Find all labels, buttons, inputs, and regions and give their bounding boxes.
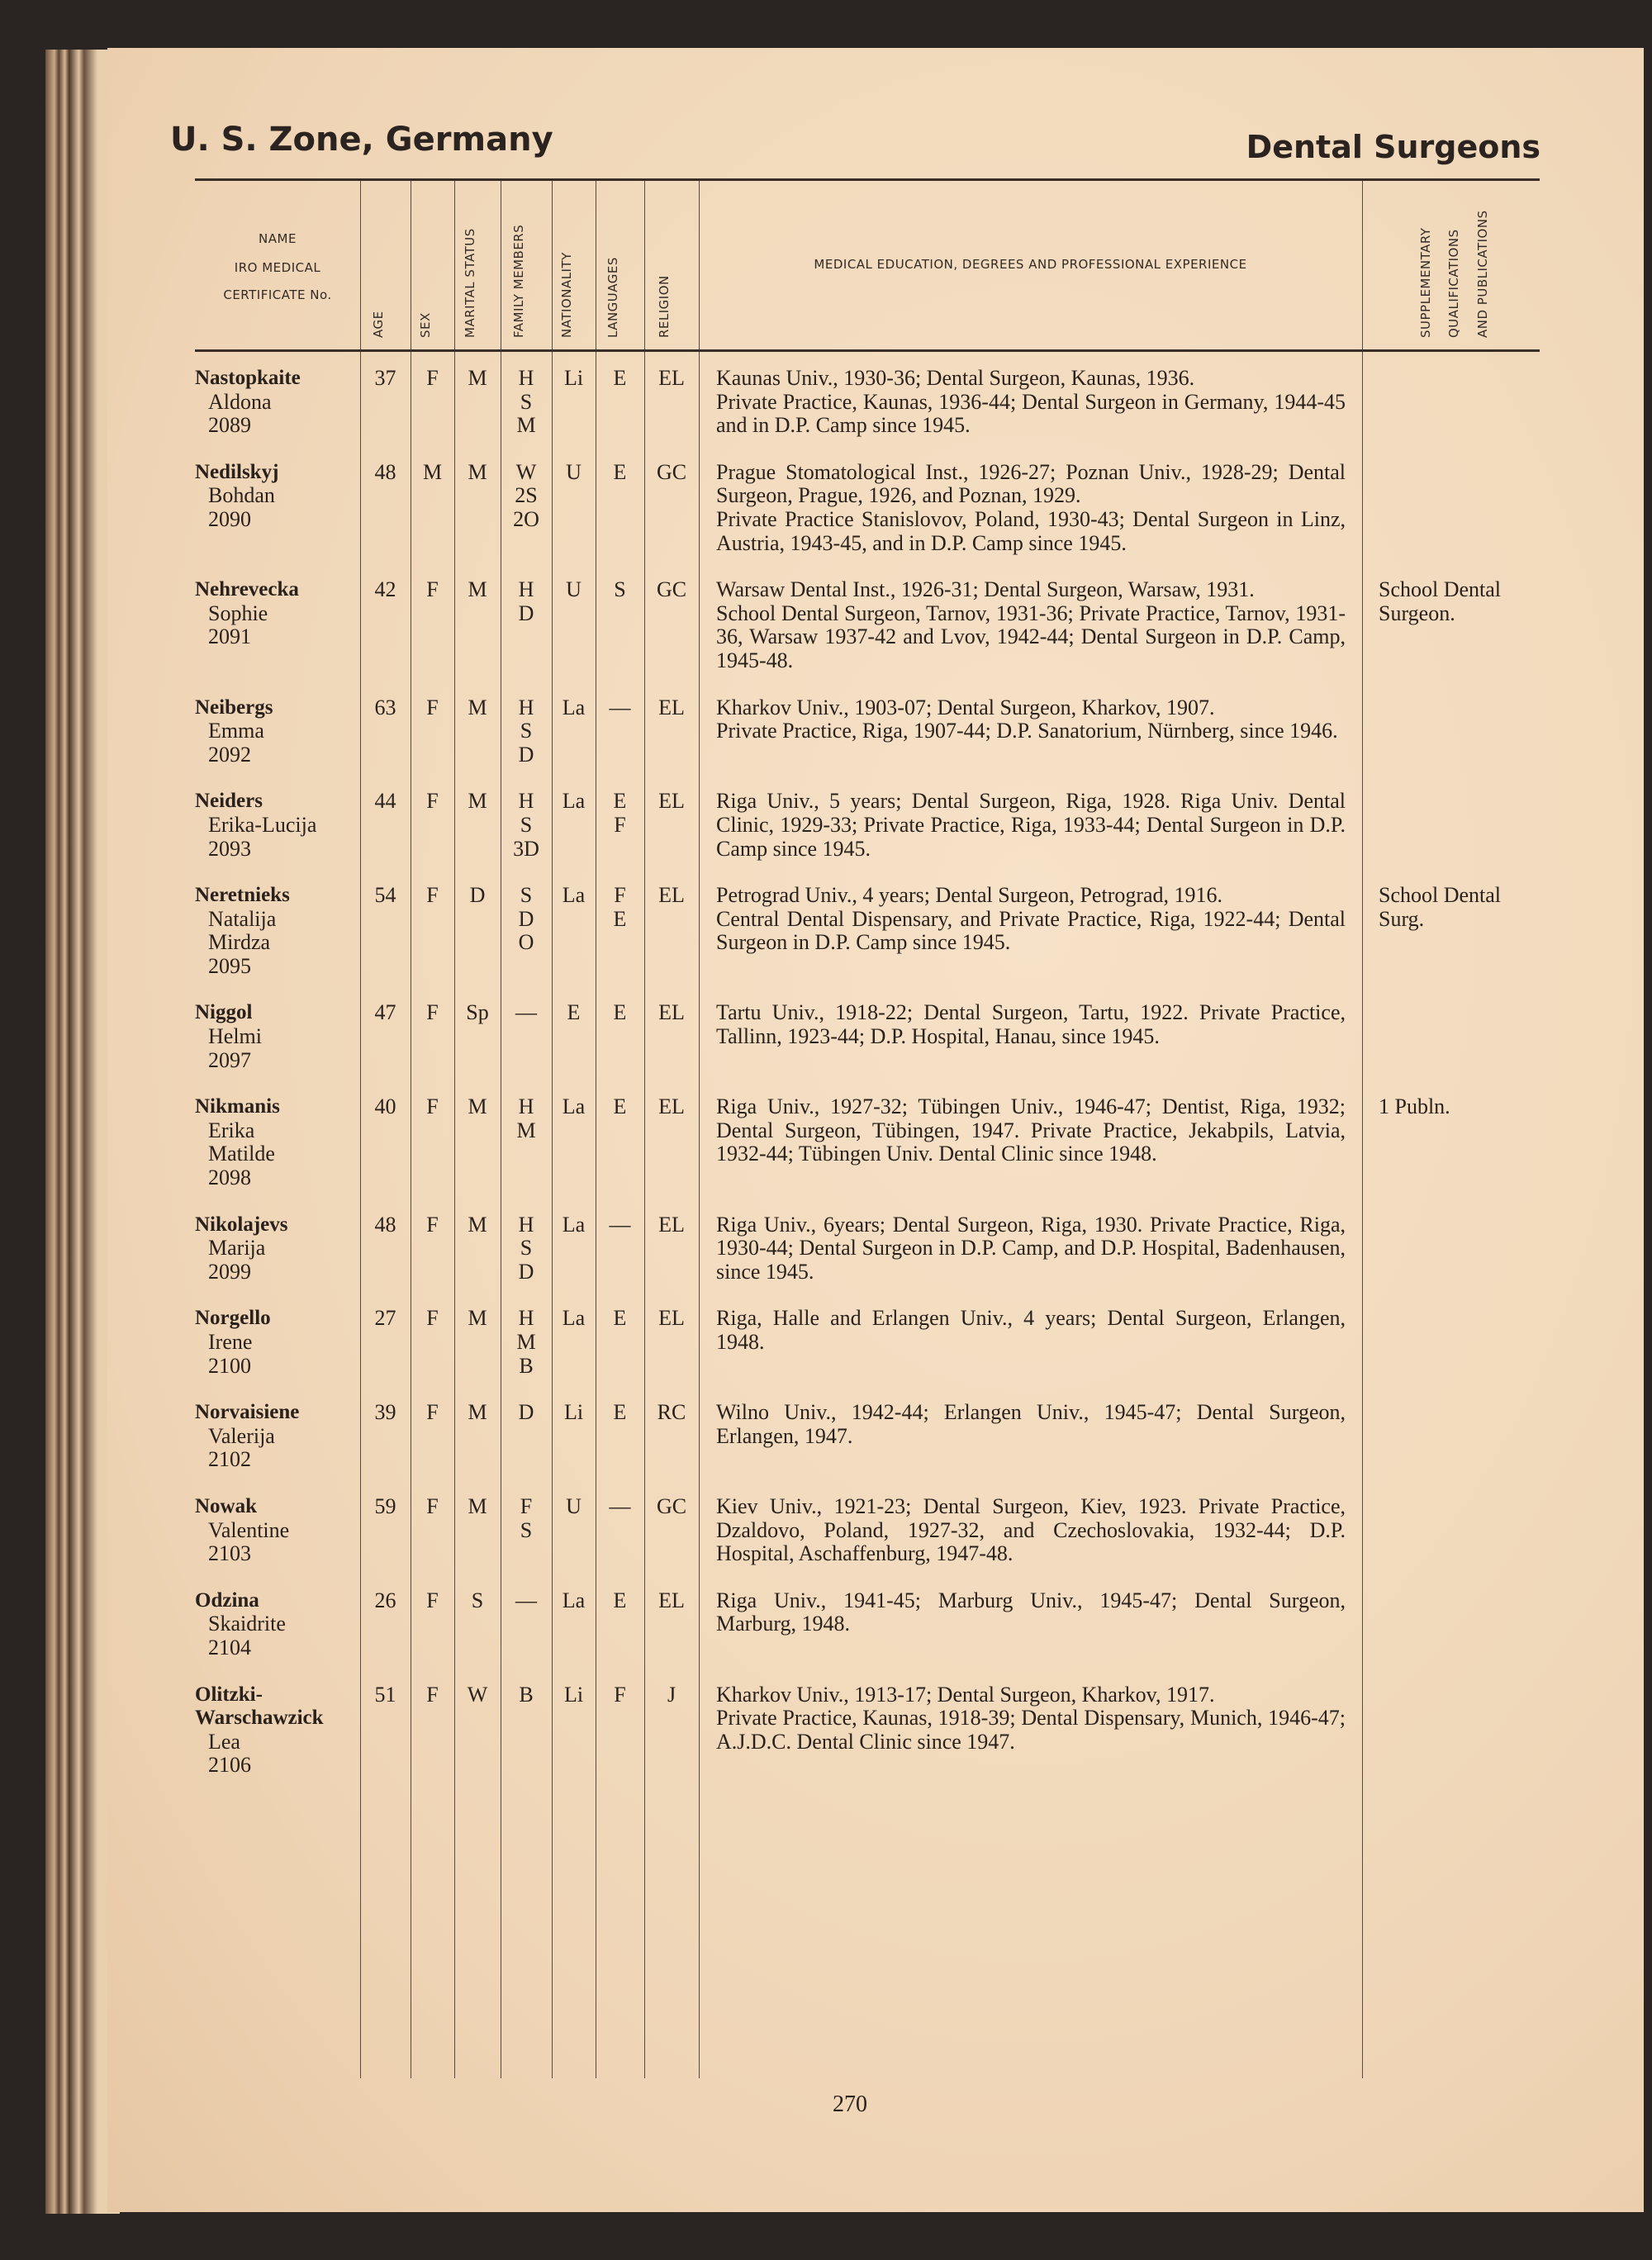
marital-cell: M	[468, 366, 487, 390]
languages-item: —	[609, 695, 631, 719]
family-members-item: S	[520, 1517, 533, 1542]
family-members-item: M	[516, 413, 536, 438]
sex-cell: F	[426, 1493, 439, 1518]
family-members-item: S	[520, 1236, 533, 1261]
medical-education-cell	[699, 1589, 1362, 1660]
experience-paragraph: Wilno Univ., 1942-44; Erlangen Univ., 1945-47; Dental Surgeon, Erlangen, 1947.	[716, 1400, 1346, 1448]
age-cell: 59	[374, 1493, 396, 1518]
surname: Neibergs	[195, 696, 273, 719]
given-name: Bohdan	[208, 483, 275, 508]
marital-cell: M	[468, 1400, 487, 1425]
nationality-cell: La	[562, 1588, 586, 1612]
header-name	[195, 219, 360, 313]
header-name-line: NAME	[259, 231, 297, 246]
experience-paragraph: Private Practice, Kaunas, 1936-44; Dental Surgeon in Germany, 1944-45 and in D.P. Camp since 1945.	[716, 389, 1346, 438]
header-medical-education: MEDICAL EDUCATION, DEGREES AND PROFESSIONAL EXPERIENCE	[814, 257, 1247, 272]
header-family-members: FAMILY MEMBERS	[511, 224, 526, 338]
experience-paragraph: Private Practice Stanislovov, Poland, 1930-43; Dental Surgeon in Linz, Austria, 1943-45, and in D.P. Camp since 1945.	[716, 506, 1346, 555]
religion-cell: EL	[658, 1306, 685, 1331]
certificate-number: 2102	[208, 1447, 251, 1472]
experience-paragraph: Private Practice, Kaunas, 1918-39; Dental Dispensary, Munich, 1946-47; A.J.D.C. Dental Clinic since 1947.	[716, 1706, 1346, 1754]
surname: Nedilskyj	[195, 460, 279, 483]
table-row	[195, 1683, 1540, 1801]
medical-education-cell	[699, 1213, 1362, 1284]
given-name: Marija	[208, 1236, 266, 1261]
age-cell: 42	[374, 577, 396, 602]
page-number: 270	[833, 2091, 867, 2117]
sex-cell: F	[426, 1588, 439, 1612]
given-name: Sophie	[208, 601, 268, 625]
languages	[596, 1213, 644, 1237]
surname: Nikmanis	[195, 1095, 280, 1118]
nationality-cell: La	[562, 789, 586, 814]
certificate-number: 2092	[208, 742, 251, 767]
family-members	[501, 1589, 552, 1613]
surname: Niggol	[195, 1001, 253, 1024]
family-members-item: H	[518, 1212, 534, 1237]
marital-cell: M	[468, 695, 487, 719]
supplementary-cell: School Dental Surgeon.	[1379, 577, 1502, 625]
dental-surgeons-table	[195, 178, 1540, 1801]
experience-paragraph: Kharkov Univ., 1903-07; Dental Surgeon, Kharkov, 1907.	[716, 695, 1215, 719]
header-languages: LANGUAGES	[605, 257, 620, 338]
age-cell: 51	[374, 1682, 396, 1707]
certificate-number: 2090	[208, 506, 251, 531]
family-members-item: H	[518, 789, 534, 814]
languages	[596, 1589, 644, 1613]
family-members-item: 3D	[513, 836, 539, 861]
family-members	[501, 1307, 552, 1378]
languages-item: E	[613, 789, 627, 814]
languages	[596, 578, 644, 602]
languages	[596, 1401, 644, 1425]
experience-paragraph: Kaunas Univ., 1930-36; Dental Surgeon, Kaunas, 1936.	[716, 366, 1195, 390]
table-row	[195, 578, 1540, 696]
supplementary-cell	[1362, 1307, 1544, 1378]
family-members-item: W	[515, 459, 537, 484]
given-name: Mirdza	[208, 930, 271, 955]
sex-cell: F	[426, 1682, 439, 1707]
medical-education-cell	[699, 1683, 1362, 1778]
name-cell	[195, 1095, 360, 1189]
surname: Nikolajevs	[195, 1213, 288, 1236]
header-supplementary: QUALIFICATIONS	[1446, 229, 1462, 338]
experience-paragraph: Central Dental Dispensary, and Private Practice, Riga, 1922-44; Dental Surgeon in D.P. Camp since 1945.	[716, 906, 1346, 955]
experience-paragraph: Kiev Univ., 1921-23; Dental Surgeon, Kiev, 1923. Private Practice, Dzaldovo, Poland, 1927-32, and Czechoslovakia, 1932-44; D.P. Hospital, Aschaffenburg, 1947-48.	[716, 1493, 1346, 1566]
supplementary-cell	[1362, 1213, 1544, 1284]
languages-item: —	[609, 1212, 631, 1237]
nationality-cell: La	[562, 695, 586, 719]
given-name: Erika-Lucija	[208, 812, 317, 837]
family-members-item: H	[518, 695, 534, 719]
languages-item: S	[614, 577, 626, 602]
given-name: Helmi	[208, 1024, 262, 1049]
family-members-item: —	[515, 1000, 537, 1025]
nationality-cell: U	[566, 577, 582, 602]
languages	[596, 1095, 644, 1119]
table-row	[195, 367, 1540, 461]
table-row	[195, 790, 1540, 884]
religion-cell: RC	[657, 1400, 686, 1425]
table-row	[195, 1001, 1540, 1095]
name-cell	[195, 1495, 360, 1566]
age-cell: 44	[374, 789, 396, 814]
age-cell: 47	[374, 1000, 396, 1025]
languages-item: E	[613, 1400, 627, 1425]
name-cell	[195, 884, 360, 978]
family-members-item: B	[519, 1353, 534, 1378]
sex-cell: F	[426, 1400, 439, 1425]
certificate-number: 2098	[208, 1166, 251, 1190]
marital-cell: D	[469, 883, 486, 908]
age-cell: 48	[374, 459, 396, 484]
given-name: Valerija	[208, 1423, 275, 1448]
running-header-right: Dental Surgeons	[1246, 129, 1540, 165]
religion-cell: GC	[656, 459, 687, 484]
given-name: Erika	[208, 1118, 255, 1142]
name-cell	[195, 696, 360, 767]
family-members-item: S	[520, 389, 533, 414]
family-members-item: H	[518, 366, 534, 390]
certificate-number: 2093	[208, 836, 251, 861]
sex-cell: F	[426, 883, 439, 908]
family-members-item: D	[518, 906, 534, 931]
family-members-item: 2O	[513, 506, 539, 531]
experience-paragraph: Petrograd Univ., 4 years; Dental Surgeon, Petrograd, 1916.	[716, 883, 1223, 908]
running-header-left: U. S. Zone, Germany	[170, 121, 553, 159]
certificate-number: 2099	[208, 1259, 251, 1284]
age-cell: 27	[374, 1306, 396, 1331]
family-members	[501, 367, 552, 438]
family-members-item: O	[518, 930, 534, 955]
sex-cell: F	[426, 577, 439, 602]
age-cell: 37	[374, 366, 396, 390]
family-members-item: H	[518, 577, 534, 602]
family-members-item: D	[518, 1400, 534, 1425]
marital-cell: Sp	[466, 1000, 489, 1025]
medical-education-cell	[699, 790, 1362, 861]
experience-paragraph: School Dental Surgeon, Tarnov, 1931-36; Private Practice, Tarnov, 1931-36, Warsaw 1937-42 and Lvov, 1942-44; Dental Surgeon in D.P. Camp, 1945-48.	[716, 601, 1346, 672]
given-name: Irene	[208, 1330, 253, 1354]
sex-cell: F	[426, 695, 439, 719]
sex-cell: F	[426, 1094, 439, 1119]
languages-item: F	[614, 883, 626, 908]
experience-paragraph: Prague Stomatological Inst., 1926-27; Poznan Univ., 1928-29; Dental Surgeon, Prague, 1926, and Poznan, 1929.	[716, 459, 1346, 508]
certificate-number: 2104	[208, 1635, 251, 1659]
surname: Nehrevecka	[195, 578, 299, 601]
family-members	[501, 461, 552, 532]
header-supplementary: SUPPLEMENTARY	[1418, 227, 1433, 338]
family-members-item: S	[520, 719, 533, 743]
sex-cell: M	[422, 459, 443, 484]
family-members	[501, 1213, 552, 1284]
name-cell	[195, 461, 360, 555]
family-members	[501, 696, 552, 767]
family-members-item: D	[518, 601, 534, 625]
sex-cell: F	[426, 1212, 439, 1237]
medical-education-cell	[699, 1001, 1362, 1072]
table-body	[195, 352, 1540, 1801]
family-members-item: D	[518, 742, 534, 767]
nationality-cell: La	[562, 1212, 586, 1237]
marital-cell: M	[468, 577, 487, 602]
header-nationality: NATIONALITY	[558, 252, 574, 338]
languages-item: E	[613, 1306, 627, 1331]
family-members-item: S	[520, 812, 533, 837]
given-name: Valentine	[208, 1517, 290, 1542]
languages	[596, 884, 644, 931]
table-row	[195, 1495, 1540, 1589]
nationality-cell: La	[562, 883, 586, 908]
surname: Odzina	[195, 1588, 259, 1612]
experience-paragraph: Kharkov Univ., 1913-17; Dental Surgeon, Kharkov, 1917.	[716, 1682, 1215, 1707]
languages	[596, 790, 644, 837]
medical-education-cell	[699, 1307, 1362, 1378]
family-members-item: M	[516, 1330, 536, 1354]
name-cell	[195, 790, 360, 861]
age-cell: 63	[374, 695, 396, 719]
name-cell	[195, 367, 360, 438]
marital-cell: M	[468, 1493, 487, 1518]
certificate-number: 2100	[208, 1353, 251, 1378]
languages-item: E	[613, 1094, 627, 1119]
table-row	[195, 1589, 1540, 1683]
languages	[596, 367, 644, 391]
family-members	[501, 1001, 552, 1025]
family-members	[501, 884, 552, 955]
supplementary-cell	[1362, 461, 1544, 555]
certificate-number: 2106	[208, 1753, 251, 1778]
languages	[596, 1495, 644, 1519]
experience-paragraph: Riga Univ., 1941-45; Marburg Univ., 1945-47; Dental Surgeon, Marburg, 1948.	[716, 1588, 1346, 1636]
religion-cell: EL	[658, 789, 685, 814]
name-cell	[195, 1307, 360, 1378]
experience-paragraph: Riga Univ., 1927-32; Tübingen Univ., 1946-47; Dentist, Riga, 1932; Dental Surgeon, Tübingen, 1947. Private Practice, Jekabpils, Latvia, 1932-44; Tübingen Univ. Dental Clinic since 1948.	[716, 1094, 1346, 1166]
family-members-item: H	[518, 1094, 534, 1119]
family-members	[501, 1495, 552, 1542]
given-name: Lea	[208, 1729, 240, 1754]
medical-education-cell	[699, 578, 1362, 672]
experience-paragraph: Riga Univ., 5 years; Dental Surgeon, Riga, 1928. Riga Univ. Dental Clinic, 1929-33; Private Practice, Riga, 1933-44; Dental Surgeon in D.P. Camp since 1945.	[716, 789, 1346, 861]
experience-paragraph: Warsaw Dental Inst., 1926-31; Dental Surgeon, Warsaw, 1931.	[716, 577, 1255, 602]
given-name: Matilde	[208, 1142, 275, 1166]
nationality-cell: Li	[563, 1682, 584, 1707]
family-members	[501, 790, 552, 861]
family-members-item: —	[515, 1588, 537, 1612]
nationality-cell: La	[562, 1094, 586, 1119]
age-cell: 48	[374, 1212, 396, 1237]
certificate-number: 2089	[208, 413, 251, 438]
surname: Neretnieks	[195, 884, 290, 907]
sex-cell: F	[426, 789, 439, 814]
medical-education-cell	[699, 1095, 1362, 1189]
languages	[596, 461, 644, 485]
header-name-line: CERTIFICATE No.	[223, 287, 332, 302]
languages-item: F	[614, 1682, 626, 1707]
supplementary-cell	[1362, 1495, 1544, 1566]
religion-cell: EL	[658, 1094, 685, 1119]
supplementary-cell	[1362, 696, 1544, 767]
languages-item: E	[613, 459, 627, 484]
nationality-cell: La	[562, 1306, 586, 1331]
religion-cell: J	[667, 1682, 676, 1707]
age-cell: 40	[374, 1094, 396, 1119]
languages	[596, 1001, 644, 1025]
family-members-item: H	[518, 1306, 534, 1331]
table-row	[195, 1401, 1540, 1495]
header-supplementary: AND PUBLICATIONS	[1474, 210, 1490, 338]
name-cell	[195, 1589, 360, 1660]
surname: Norvaisiene	[195, 1401, 300, 1424]
given-name: Natalija	[208, 906, 277, 931]
table-row	[195, 1307, 1540, 1401]
header-name-line: IRO MEDICAL	[234, 260, 321, 275]
religion-cell: EL	[658, 366, 685, 390]
table-row	[195, 884, 1540, 1001]
surname: Nastopkaite	[195, 367, 301, 389]
header-religion: RELIGION	[657, 275, 672, 338]
supplementary-cell	[1362, 367, 1544, 438]
medical-education-cell	[699, 367, 1362, 438]
marital-cell: W	[467, 1682, 488, 1707]
family-members-item: F	[520, 1493, 533, 1518]
sex-cell: F	[426, 1000, 439, 1025]
marital-cell: S	[471, 1588, 484, 1612]
marital-cell: M	[468, 1212, 487, 1237]
marital-cell: M	[468, 459, 487, 484]
certificate-number: 2095	[208, 953, 251, 978]
languages-item: E	[613, 906, 627, 931]
sex-cell: F	[426, 366, 439, 390]
table-row	[195, 1213, 1540, 1308]
table-header	[195, 178, 1540, 352]
nationality-cell: Li	[563, 366, 584, 390]
languages-item: E	[613, 1000, 627, 1025]
family-members	[501, 1683, 552, 1707]
header-marital-status: MARITAL STATUS	[463, 228, 477, 338]
nationality-cell: Li	[563, 1400, 584, 1425]
languages-item: E	[613, 366, 627, 390]
experience-paragraph: Private Practice, Riga, 1907-44; D.P. Sanatorium, Nürnberg, since 1946.	[716, 719, 1338, 743]
name-cell	[195, 1213, 360, 1284]
surname: Neiders	[195, 790, 263, 813]
given-name: Emma	[208, 719, 264, 743]
certificate-number: 2097	[208, 1047, 251, 1072]
experience-paragraph: Riga, Halle and Erlangen Univ., 4 years; Dental Surgeon, Erlangen, 1948.	[716, 1306, 1346, 1354]
name-cell	[195, 1001, 360, 1072]
religion-cell: EL	[658, 1000, 685, 1025]
languages-item: —	[609, 1493, 631, 1518]
nationality-cell: U	[566, 1493, 582, 1518]
age-cell: 39	[374, 1400, 396, 1425]
surname: Olitzki-Warschawzick	[195, 1683, 324, 1730]
family-members-item: S	[520, 883, 533, 908]
certificate-number: 2091	[208, 624, 251, 649]
languages	[596, 1307, 644, 1331]
marital-cell: M	[468, 1306, 487, 1331]
surname: Nowak	[195, 1494, 258, 1517]
supplementary-cell: School Dental Surg.	[1379, 883, 1502, 931]
family-members	[501, 1401, 552, 1425]
supplementary-cell	[1362, 790, 1544, 861]
age-cell: 26	[374, 1588, 396, 1612]
name-cell	[195, 1401, 360, 1472]
table-row	[195, 1095, 1540, 1213]
medical-education-cell	[699, 884, 1362, 978]
sex-cell: F	[426, 1306, 439, 1331]
religion-cell: GC	[656, 577, 687, 602]
header-age: AGE	[370, 311, 386, 338]
medical-education-cell	[699, 461, 1362, 555]
header-sex: SEX	[417, 312, 433, 338]
supplementary-cell	[1362, 1001, 1544, 1072]
nationality-cell: U	[566, 459, 582, 484]
family-members	[501, 1095, 552, 1142]
religion-cell: GC	[656, 1493, 687, 1518]
family-members-item: B	[519, 1682, 534, 1707]
religion-cell: EL	[658, 883, 685, 908]
marital-cell: M	[468, 789, 487, 814]
certificate-number: 2103	[208, 1541, 251, 1566]
experience-paragraph: Tartu Univ., 1918-22; Dental Surgeon, Tartu, 1922. Private Practice, Tallinn, 1923-44; D.P. Hospital, Hanau, since 1945.	[716, 1000, 1346, 1049]
age-cell: 54	[374, 883, 396, 908]
given-name: Skaidrite	[208, 1612, 286, 1636]
nationality-cell: E	[567, 1000, 581, 1025]
languages	[596, 1683, 644, 1707]
family-members	[501, 578, 552, 625]
religion-cell: EL	[658, 1588, 685, 1612]
languages	[596, 696, 644, 720]
family-members-item: M	[516, 1118, 536, 1142]
name-cell	[195, 1683, 360, 1778]
experience-paragraph: Riga Univ., 6years; Dental Surgeon, Riga, 1930. Private Practice, Riga, 1930-44; Dental Surgeon in D.P. Camp, and D.P. Hospital, Badenhausen, since 1945.	[716, 1212, 1346, 1284]
table-row	[195, 461, 1540, 578]
medical-education-cell	[699, 1495, 1362, 1566]
surname: Norgello	[195, 1307, 271, 1330]
supplementary-cell	[1362, 1683, 1544, 1778]
family-members-item: 2S	[515, 483, 538, 508]
given-name: Aldona	[208, 389, 272, 414]
supplementary-cell: 1 Publn.	[1379, 1094, 1450, 1119]
religion-cell: EL	[658, 695, 685, 719]
marital-cell: M	[468, 1094, 487, 1119]
medical-education-cell	[699, 1401, 1362, 1472]
table-row	[195, 696, 1540, 791]
name-cell	[195, 578, 360, 672]
medical-education-cell	[699, 696, 1362, 767]
religion-cell: EL	[658, 1212, 685, 1237]
supplementary-cell	[1362, 1589, 1544, 1660]
supplementary-cell	[1362, 1401, 1544, 1472]
family-members-item: D	[518, 1259, 534, 1284]
languages-item: E	[613, 1588, 627, 1612]
languages-item: F	[614, 812, 626, 837]
